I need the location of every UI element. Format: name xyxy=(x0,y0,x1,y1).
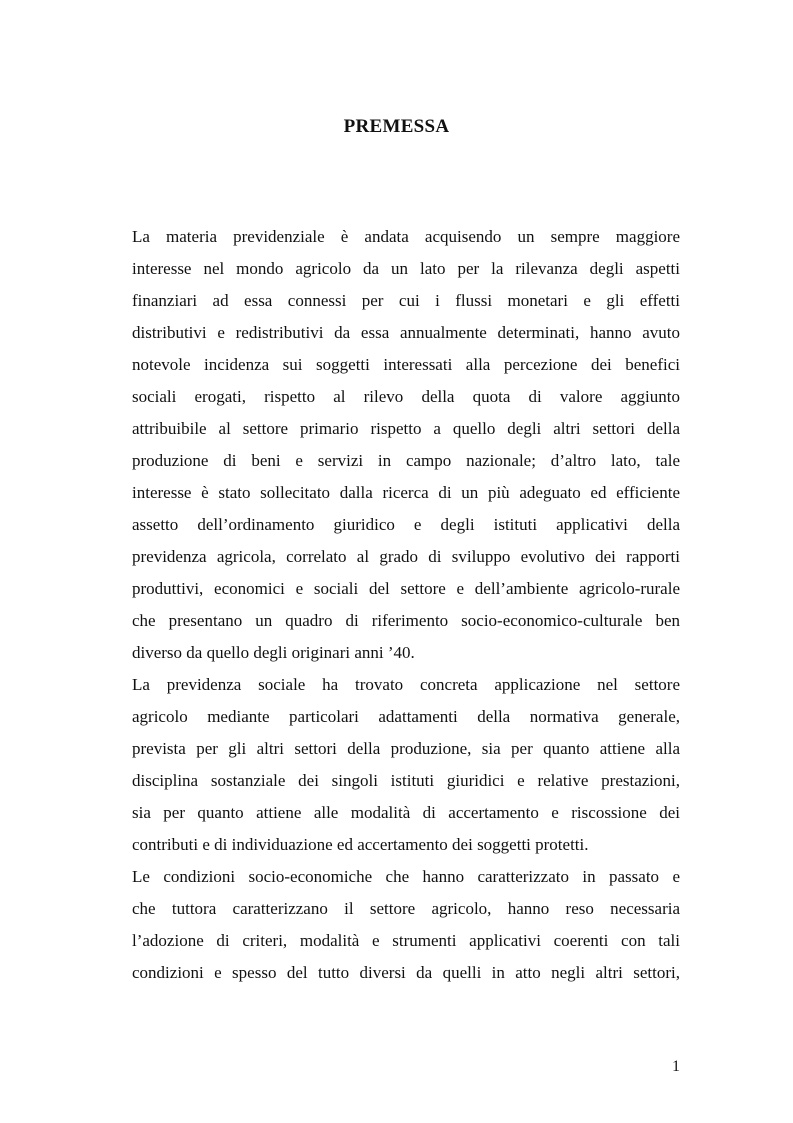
text-line: sociali erogati, rispetto al rilevo della quota di valore aggiunto xyxy=(132,387,680,406)
text-line: contributi e di individuazione ed accertamento dei soggetti protetti. xyxy=(132,835,589,854)
page-title: PREMESSA xyxy=(343,116,450,137)
text-line: prevista per gli altri settori della produzione, sia per quanto attiene alla xyxy=(132,739,680,758)
text-line: agricolo mediante particolari adattamenti della normativa generale, xyxy=(132,707,680,726)
text-line: sia per quanto attiene alle modalità di accertamento e riscossione dei xyxy=(132,803,680,822)
page-number: 1 xyxy=(672,1058,680,1075)
text-line: previdenza agricola, correlato al grado di sviluppo evolutivo dei rapporti xyxy=(132,547,680,566)
text-line: finanziari ad essa connessi per cui i flussi monetari e gli effetti xyxy=(132,291,680,310)
text-line: attribuibile al settore primario rispetto a quello degli altri settori della xyxy=(132,419,680,438)
text-line: diverso da quello degli originari anni ’40. xyxy=(132,643,415,662)
text-line: produzione di beni e servizi in campo nazionale; d’altro lato, tale xyxy=(132,451,680,470)
text-line: che presentano un quadro di riferimento socio-economico-culturale ben xyxy=(132,611,680,630)
text-line: che tuttora caratterizzano il settore agricolo, hanno reso necessaria xyxy=(132,899,680,918)
text-line: notevole incidenza sui soggetti interessati alla percezione dei benefici xyxy=(132,355,680,374)
text-line: interesse è stato sollecitato dalla ricerca di un più adeguato ed efficiente xyxy=(132,483,680,502)
text-line: produttivi, economici e sociali del settore e dell’ambiente agricolo-rurale xyxy=(132,579,680,598)
text-line: La previdenza sociale ha trovato concreta applicazione nel settore xyxy=(132,675,680,694)
text-line: l’adozione di criteri, modalità e strumenti applicativi coerenti con tali xyxy=(132,931,680,950)
text-line: Le condizioni socio-economiche che hanno caratterizzato in passato e xyxy=(132,867,680,886)
text-line: interesse nel mondo agricolo da un lato per la rilevanza degli aspetti xyxy=(132,259,680,278)
text-line: La materia previdenziale è andata acquisendo un sempre maggiore xyxy=(132,227,680,246)
text-line: disciplina sostanziale dei singoli istituti giuridici e relative prestazioni, xyxy=(132,771,680,790)
text-line: condizioni e spesso del tutto diversi da quelli in atto negli altri settori, xyxy=(132,963,680,982)
text-line: assetto dell’ordinamento giuridico e degli istituti applicativi della xyxy=(132,515,680,534)
text-line: distributivi e redistributivi da essa annualmente determinati, hanno avuto xyxy=(132,323,680,342)
